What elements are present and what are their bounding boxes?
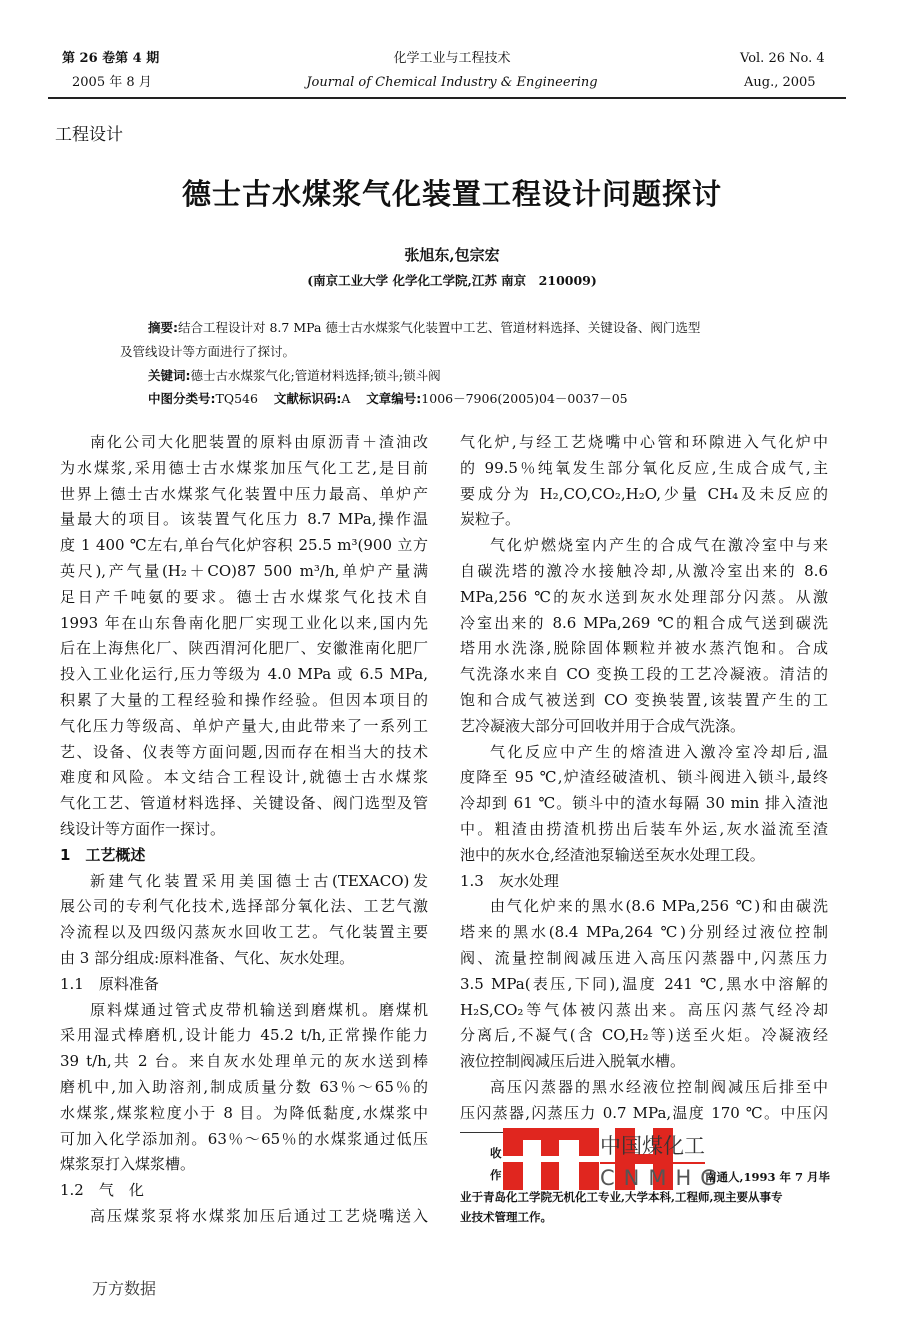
text-line: 气化工艺、管道材料选择、关键设备、阀门选型及管 [60, 794, 428, 813]
section-heading: 1.1 原料准备 [60, 974, 159, 993]
text-line: 液位控制阀减压后进入脱氧水槽。 [460, 1052, 686, 1071]
text-line: 世界上德士古水煤浆气化装置中压力最高、单炉产 [60, 484, 428, 503]
text-line: 气化反应中产生的熔渣进入激冷室冷却后,温 [490, 742, 828, 761]
doc-code-label: 文献标识码: [273, 391, 342, 406]
article-number-value: 1006－7906(2005)04－0037－05 [421, 391, 628, 406]
text-line: 由气化炉来的黑水(8.6 MPa,256 ℃)和由碳洗 [490, 897, 828, 916]
text-line: 高压煤浆泵将水煤浆加压后通过工艺烧嘴送入 [90, 1206, 428, 1225]
text-line: 煤浆泵打入煤浆槽。 [60, 1155, 196, 1174]
text-line: 原料煤通过管式皮带机输送到磨煤机。磨煤机 [90, 1000, 428, 1019]
text-line: MPa,256 ℃的灰水送到灰水处理部分闪蒸。从激 [460, 587, 828, 606]
issue-date: 2005 年 8 月 [72, 75, 152, 90]
text-line: 量最大的项目。该装置气化压力 8.7 MPa,操作温 [60, 510, 428, 529]
footnote-received-char: 收 [490, 1146, 502, 1160]
text-line: 炭粒子。 [460, 510, 521, 529]
clc-value: TQ546 [215, 391, 258, 406]
body-left-column [60, 430, 428, 1230]
source-footer: 万方数据 [92, 1279, 157, 1298]
text-line: 气化压力等级高、单炉产量大,由此带来了一系列工 [60, 716, 428, 735]
doc-code-value: A [341, 391, 351, 406]
text-line: 足日产千吨氨的要求。德士古水煤浆气化技术自 [60, 587, 428, 606]
text-line: 阀、流量控制阀减压进入高压闪蒸器中,闪蒸压力 [460, 948, 828, 967]
text-line: 水煤浆,煤浆粒度小于 8 目。为降低黏度,水煤浆中 [60, 1103, 428, 1122]
abstract-line2: 及管线设计等方面进行了探讨。 [120, 344, 296, 359]
text-line: 冷流程以及四级闪蒸灰水回收工艺。气化装置主要 [60, 923, 428, 942]
section-label: 工程设计 [55, 125, 123, 145]
text-line: 塔来的黑水(8.4 MPa,264 ℃)分别经过液位控制 [460, 923, 828, 942]
text-line: 冷室出来的 8.6 MPa,269 ℃的粗合成气送到碳洗 [460, 613, 828, 632]
affiliation: (南京工业大学 化学化工学院,江苏 南京 210009) [307, 273, 597, 288]
keywords [148, 364, 441, 387]
text-line: 新建气化装置采用美国德士古(TEXACO)发 [90, 871, 428, 890]
article-number-label: 文章编号: [366, 391, 422, 406]
journal-name-en: Journal of Chemical Industry & Engineering [306, 75, 598, 90]
section-heading: 1 工艺概述 [60, 845, 146, 864]
classification [148, 387, 628, 410]
keywords-value: 德士古水煤浆气化;管道材料选择;锁斗;锁斗阀 [190, 368, 441, 383]
text-line: 度 1 400 ℃左右,单台气化炉容积 25.5 m³(900 立方 [60, 536, 428, 555]
text-line: 气化炉,与经工艺烧嘴中心管和环隙进入气化炉中 [460, 433, 828, 451]
text-line: 可加入化学添加剂。63％～65％的水煤浆通过低压 [60, 1129, 428, 1148]
section-heading: 1.2 气 化 [60, 1181, 144, 1200]
text-line: 后在上海焦化厂、陕西渭河化肥厂、安徽淮南化肥厂 [60, 639, 428, 658]
text-line: 度降至 95 ℃,炉渣经破渣机、锁斗阀进入锁斗,最终 [460, 768, 828, 787]
text-line: 3.5 MPa(表压,下同),温度 241 ℃,黑水中溶解的 [460, 974, 828, 993]
text-line: 南化公司大化肥装置的原料由原沥青＋渣油改 [90, 433, 428, 451]
keywords-label: 关键词: [148, 368, 191, 383]
text-line: 冷却到 61 ℃。锁斗中的渣水每隔 30 min 排入渣池 [460, 794, 828, 813]
issue-info: 第 26 卷第 4 期 [62, 51, 160, 66]
footnote-author-char: 作 [490, 1168, 502, 1182]
text-line: 压闪蒸器,闪蒸压力 0.7 MPa,温度 170 ℃。中压闪 [460, 1103, 828, 1122]
text-line: H₂S,CO₂等气体被闪蒸出来。高压闪蒸气经冷却 [460, 1000, 828, 1019]
text-line: 气化炉燃烧室内产生的合成气在激冷室中与来 [490, 536, 828, 555]
text-line: 1993 年在山东鲁南化肥厂实现工业化以来,国内先 [60, 613, 428, 632]
abstract [148, 316, 700, 339]
text-line: 的 99.5％纯氧发生部分氧化反应,生成合成气,主 [460, 458, 828, 477]
abstract-text: 结合工程设计对 8.7 MPa 德士古水煤浆气化装置中工艺、管道材料选择、关键设备、阀门选型 [178, 320, 701, 335]
text-line: 艺、设备、仪表等方面问题,因而存在相当大的技术 [60, 742, 428, 761]
text-line: 要成分为 H₂,CO,CO₂,H₂O,少量 CH₄及未反应的 [460, 484, 828, 503]
text-line: 线设计等方面作一探讨。 [60, 819, 226, 838]
watermark-text-cn: 中国煤化工 [600, 1130, 705, 1164]
authors: 张旭东,包宗宏 [404, 246, 500, 264]
footnote-line1: 南通人,1993 年 7 月毕 [705, 1170, 831, 1184]
footnote-line2: 业于青岛化工学院无机化工专业,大学本科,工程师,现主要从事专 [460, 1190, 783, 1204]
text-line: 磨机中,加入助溶剂,制成质量分数 63％～65％的 [60, 1077, 428, 1096]
text-line: 由 3 部分组成:原料准备、气化、灰水处理。 [60, 948, 355, 967]
clc-label: 中图分类号: [148, 391, 216, 406]
text-line: 采用湿式棒磨机,设计能力 45.2 t/h,正常操作能力 [60, 1026, 428, 1045]
text-line: 为水煤浆,采用德士古水煤浆加压气化工艺,是目前 [60, 458, 428, 477]
text-line: 饱和合成气被送到 CO 变换装置,该装置产生的工 [460, 690, 828, 709]
text-line: 39 t/h,共 2 台。来自灰水处理单元的灰水送到棒 [60, 1052, 428, 1071]
text-line: 塔用水洗涤,脱除固体颗粒并被水蒸汽饱和。合成 [460, 639, 828, 658]
text-line: 艺冷凝液大部分可回收并用于合成气洗涤。 [460, 716, 746, 735]
text-line: 分离后,不凝气(含 CO,H₂等)送至火炬。冷凝液经 [460, 1026, 828, 1045]
text-line: 池中的灰水仓,经渣池泵输送至灰水处理工段。 [460, 845, 765, 864]
text-line: 难度和风险。本文结合工程设计,就德士古水煤浆 [60, 768, 428, 787]
text-line: 英尺),产气量(H₂＋CO)87 500 m³/h,单炉产量满 [60, 561, 428, 580]
text-line: 投入工业化运行,压力等级为 4.0 MPa 或 6.5 MPa, [60, 665, 428, 684]
abstract-label: 摘要: [148, 320, 178, 335]
text-line: 高压闪蒸器的黑水经液位控制阀减压后排至中 [490, 1077, 828, 1096]
watermark-text-en: CNMHG [600, 1166, 726, 1190]
header-rule [48, 97, 846, 99]
volume-info: Vol. 26 No. 4 [740, 51, 825, 66]
section-heading: 1.3 灰水处理 [460, 871, 559, 890]
text-line: 积累了大量的工程经验和操作经验。但因本项目的 [60, 690, 428, 709]
text-line: 自碳洗塔的激冷水接触冷却,从激冷室出来的 8.6 [460, 561, 828, 580]
volume-date: Aug., 2005 [744, 75, 816, 90]
text-line: 气洗涤水来自 CO 变换工段的工艺冷凝液。清洁的 [460, 665, 828, 684]
text-line: 中。粗渣由捞渣机捞出后装车外运,灰水溢流至渣 [460, 819, 828, 838]
journal-name-cn: 化学工业与工程技术 [393, 51, 511, 66]
footnote-line3: 业技术管理工作。 [460, 1210, 552, 1224]
body-right-column [460, 430, 828, 1127]
paper-title: 德士古水煤浆气化装置工程设计问题探讨 [181, 177, 722, 211]
text-line: 展公司的专利气化技术,选择部分氧化法、工艺气激 [60, 897, 428, 916]
